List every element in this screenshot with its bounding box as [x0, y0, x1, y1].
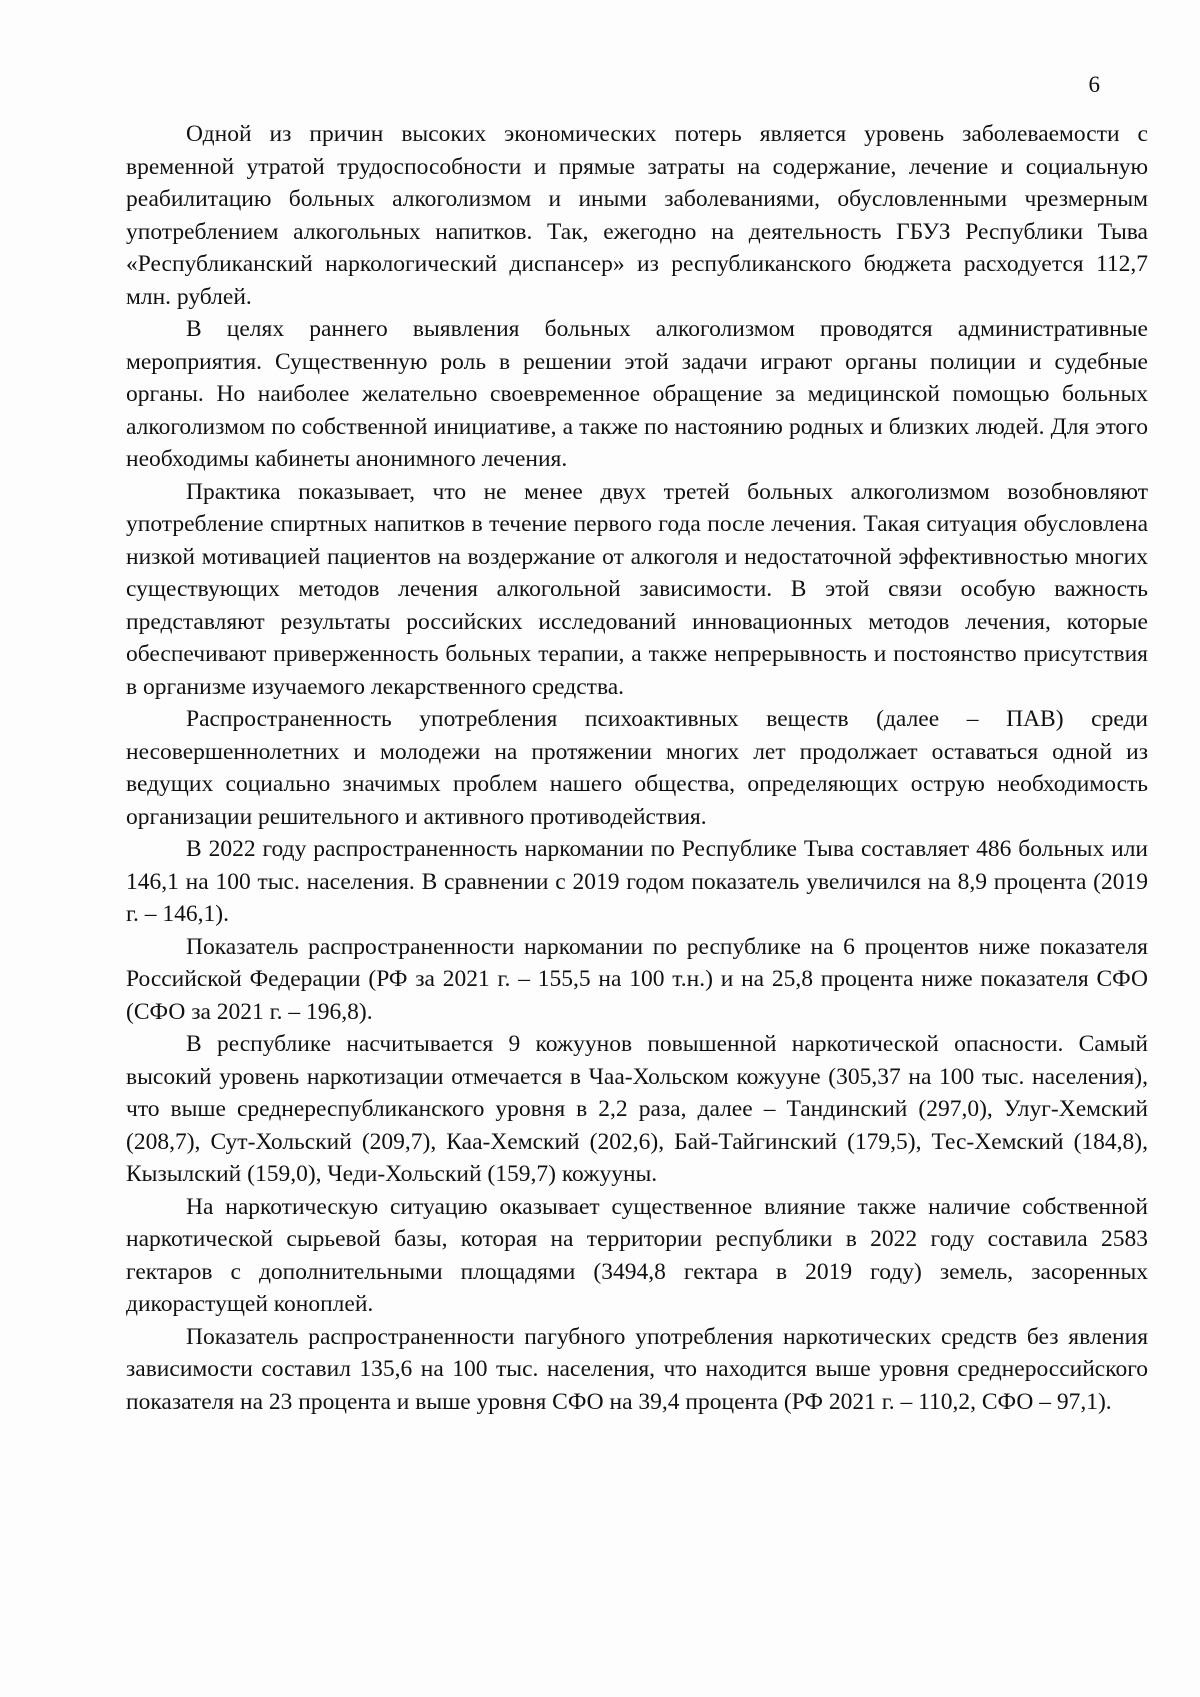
page-number: 6: [1088, 72, 1100, 97]
paragraph-relapse-practice: Практика показывает, что не менее двух третей больных алкоголизмом возобновляют употребление спиртных напитков в течение первого года после лечения. Такая ситуация обусловлена низкой мотивацией пациентов на воздержание от алкоголя и недостаточной эффективностью многих существующих методов лечения алкогольной зависимости. В этой связи особую важность представляют результаты российских исследований инновационных методов лечения, которые обеспечивают приверженность больных терапии, а также непрерывность и постоянство присутствия в организме изучаемого лекарственного средства.: [126, 478, 1148, 700]
paragraph-drug-addiction-2022: В 2022 году распространенность наркомании по Республике Тыва составляет 486 больных или 146,1 на 100 тыс. населения. В сравнении с 2019 годом показатель увеличился на 8,9 процента (2019 г. – 146,1).: [126, 836, 1148, 927]
paragraph-economic-losses: Одной из причин высоких экономических потерь является уровень заболеваемости с временной утратой трудоспособности и прямые затраты на содержание, лечение и социальную реабилитацию больных алкоголизмом и иными заболеваниями, обусловленными чрезмерным употреблением алкогольных напитков. Так, ежегодно на деятельность ГБУЗ Республики Тыва «Республиканский наркологический диспансер» из республиканского бюджета расходуется 112,7 млн. рублей.: [126, 121, 1148, 310]
paragraph-early-detection: В целях раннего выявления больных алкоголизмом проводятся административные мероприятия. Существенную роль в решении этой задачи играют органы полиции и судебные органы. Но наиболее желательно своевременное обращение за медицинской помощью больных алкоголизмом по собственной инициативе, а также по настоянию родных и близких людей. Для этого необходимы кабинеты анонимного лечения.: [126, 316, 1148, 472]
document-body: [126, 118, 1148, 1418]
paragraph-comparison-rf-sfo: Показатель распространенности наркомании по республике на 6 процентов ниже показателя Российской Федерации (РФ за 2021 г. – 155,5 на 100 т.н.) и на 25,8 процента ниже показателя СФО (СФО за 2021 г. – 196,8).: [126, 933, 1148, 1025]
paragraph-kozhuuns: В республике насчитывается 9 кожуунов повышенной наркотической опасности. Самый высокий уровень наркотизации отмечается в Чаа-Хольском кожууне (305,37 на 100 тыс. населения), что выше среднереспубликанского уровня в 2,2 раза, далее – Тандинский (297,0), Улуг-Хемский (208,7), Сут-Хольский (209,7), Каа-Хемский (202,6), Бай-Тайгинский (179,5), Тес-Хемский (184,8), Кызылский (159,0), Чеди-Хольский (159,7) кожууны.: [126, 1031, 1148, 1187]
paragraph-harmful-use: Показатель распространенности пагубного употребления наркотических средств без явления зависимости составил 135,6 на 100 тыс. населения, что находится выше уровня среднероссийского показателя на 23 процента и выше уровня СФО на 39,4 процента (РФ 2021 г. – 110,2, СФО – 97,1).: [126, 1323, 1148, 1415]
paragraph-raw-material-base: На наркотическую ситуацию оказывает существенное влияние также наличие собственной наркотической сырьевой базы, которая на территории республики в 2022 году составила 2583 гектаров с дополнительными площадями (3494,8 гектара в 2019 году) земель, засоренных дикорастущей коноплей.: [126, 1193, 1148, 1317]
paragraph-pav-prevalence: Распространенность употребления психоактивных веществ (далее – ПАВ) среди несовершеннолетних и молодежи на протяжении многих лет продолжает оставаться одной из ведущих социально значимых проблем нашего общества, определяющих острую необходимость организации решительного и активного противодействия.: [126, 706, 1148, 830]
